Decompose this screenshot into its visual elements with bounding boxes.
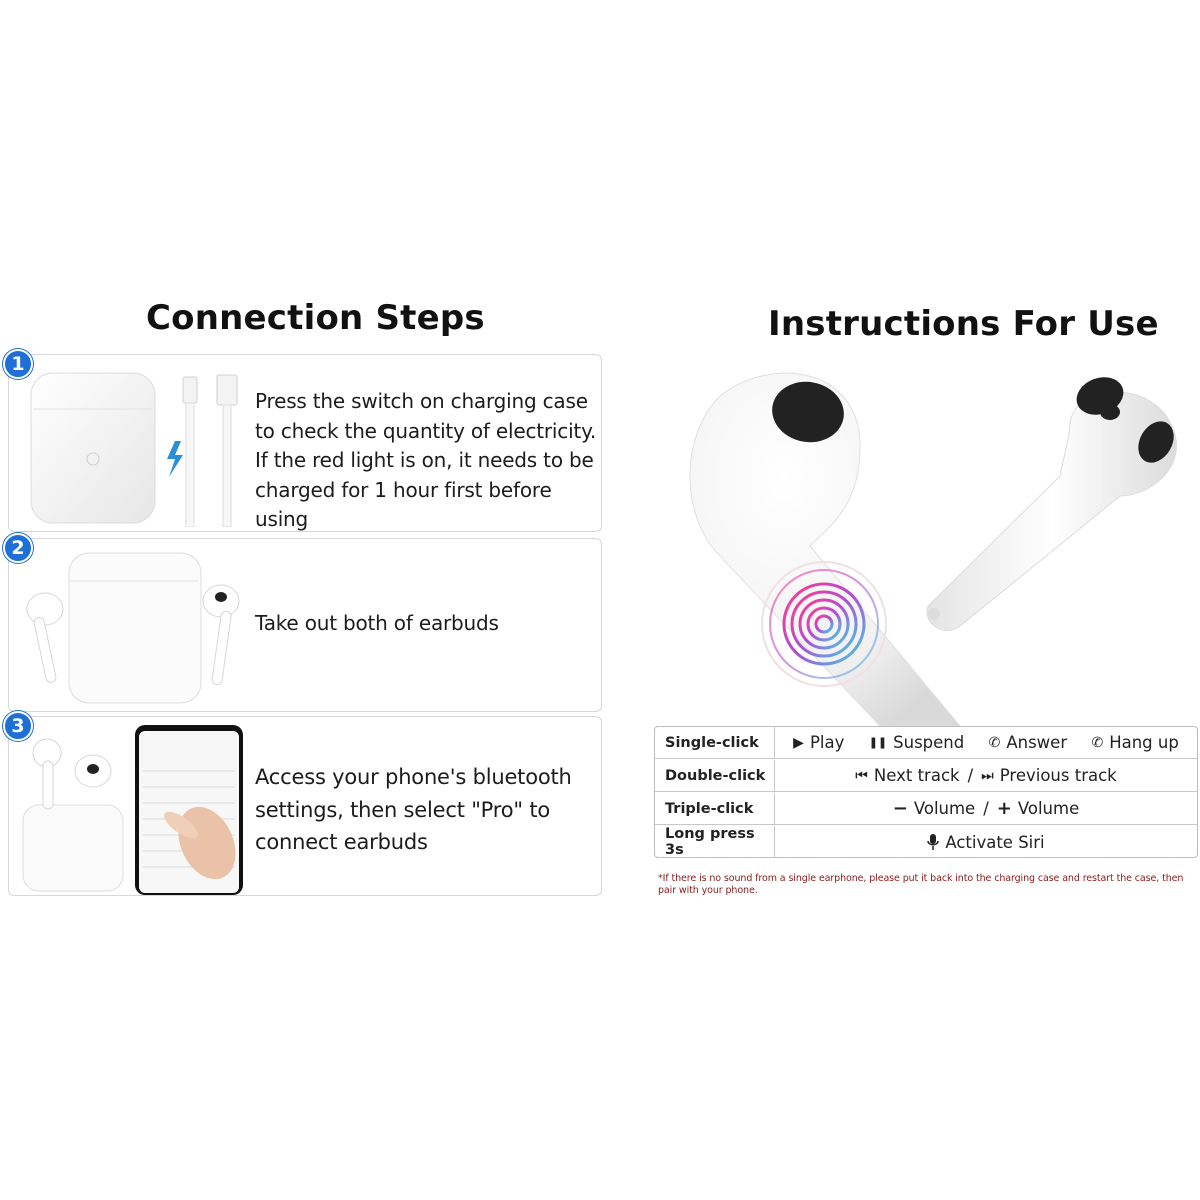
control-action	[989, 733, 1068, 752]
earbuds-touch-control-image	[660, 356, 1200, 726]
separator: /	[983, 799, 989, 818]
controls-row-label: Double-click	[655, 760, 775, 791]
control-action	[855, 766, 959, 785]
control-action-text: Answer	[1006, 733, 1068, 752]
case-and-two-earbuds-image	[17, 545, 247, 707]
control-action-text: Next track	[873, 766, 960, 785]
charging-case-with-cable-image	[17, 361, 247, 527]
phone-hangup-icon: ✆	[1091, 734, 1104, 751]
control-action-text: Previous track	[999, 766, 1117, 785]
control-action	[927, 833, 1044, 852]
control-action-text: Activate Siri	[945, 832, 1045, 852]
volume-up-icon: +	[996, 798, 1012, 819]
connection-steps-title: Connection Steps	[146, 298, 485, 338]
control-action	[893, 798, 975, 819]
control-action-text: Volume	[1017, 799, 1080, 818]
phone-answer-icon: ✆	[988, 734, 1001, 751]
microphone-icon	[927, 834, 939, 850]
step-1-line: charged for 1 hour first before using	[255, 477, 552, 531]
next-track-icon: ⏮	[855, 767, 868, 784]
step-1-line: If the red light is on, it needs to be	[255, 448, 594, 472]
controls-row-long-press	[655, 826, 1197, 858]
earbuds-and-phone-bluetooth-image	[17, 723, 247, 895]
control-action	[997, 798, 1079, 819]
separator: /	[967, 766, 974, 785]
controls-row-label: Long press 3s	[655, 826, 775, 858]
step-2-text	[255, 609, 499, 639]
play-icon: ▶	[793, 734, 804, 751]
step-card-2	[8, 538, 602, 712]
control-action	[793, 733, 844, 752]
step-number-badge: 2	[3, 533, 33, 563]
step-card-1	[8, 354, 602, 532]
step-number-badge: 3	[3, 711, 33, 741]
step-2-line: Take out both of earbuds	[255, 611, 499, 635]
controls-table	[654, 726, 1198, 858]
controls-row-double-click	[655, 760, 1197, 792]
control-action-text: Volume	[913, 799, 976, 818]
control-action	[869, 733, 965, 752]
control-action	[981, 766, 1117, 785]
controls-row-triple-click	[655, 793, 1197, 825]
control-action-text: Play	[809, 733, 845, 752]
instructions-title: Instructions For Use	[768, 304, 1159, 344]
step-1-text	[255, 387, 601, 535]
step-3-line: connect earbuds	[255, 830, 428, 854]
step-card-3	[8, 716, 602, 896]
controls-row-label: Triple-click	[655, 793, 775, 824]
step-3-line: settings, then select "Pro" to	[255, 797, 551, 822]
control-action-text: Suspend	[893, 733, 965, 752]
controls-row-label: Single-click	[655, 727, 775, 758]
control-action-text: Hang up	[1109, 733, 1179, 752]
step-1-line: Press the switch on charging case	[255, 389, 588, 413]
volume-down-icon: −	[892, 798, 908, 819]
step-3-text	[255, 761, 572, 859]
footnote: *If there is no sound from a single earphone, please put it back into the charging case and restart the case, then pair with your phone.	[658, 873, 1184, 896]
step-1-line: to check the quantity of electricity.	[255, 418, 597, 443]
step-number-badge: 1	[3, 349, 33, 379]
pause-icon: ❚❚	[868, 736, 888, 749]
control-action	[1091, 733, 1178, 752]
step-3-line: Access your phone's bluetooth	[255, 765, 572, 789]
previous-track-icon: ⏭	[981, 767, 994, 784]
controls-row-single-click	[655, 727, 1197, 759]
